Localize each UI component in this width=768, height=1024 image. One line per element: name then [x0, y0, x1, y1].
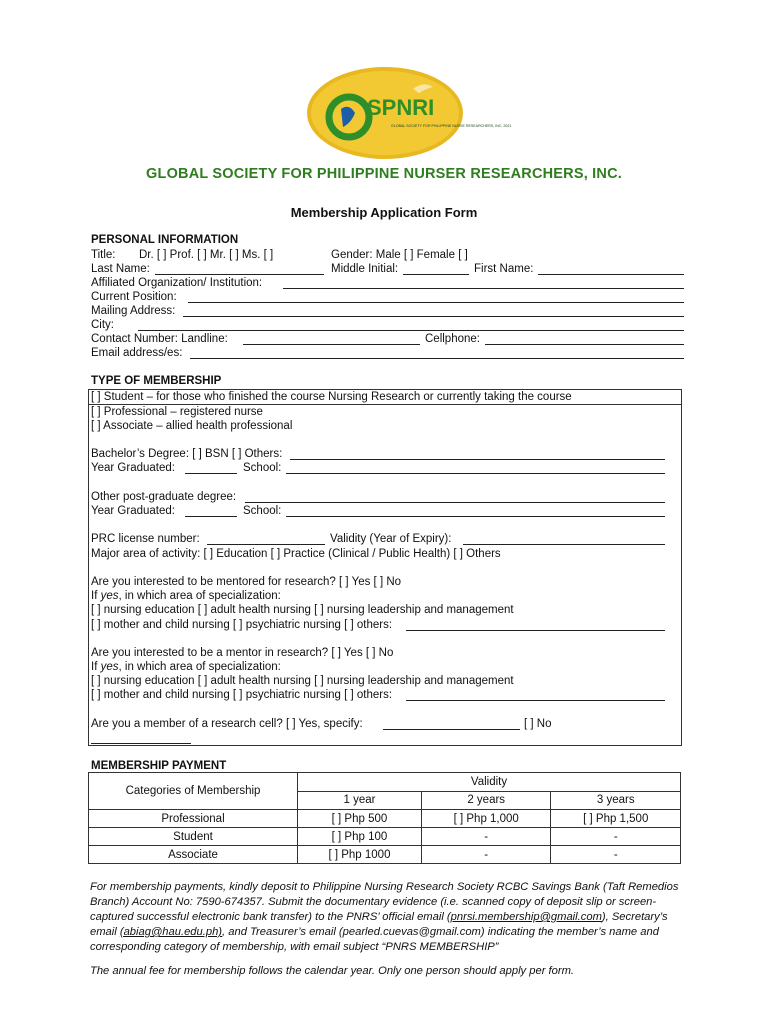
- membership-type-heading: TYPE OF MEMBERSHIP: [91, 375, 222, 387]
- official-email-link[interactable]: pnrsi.membership@gmail.com: [450, 911, 602, 923]
- research-cell-specify-field[interactable]: [383, 718, 520, 730]
- first-name-label: First Name:: [474, 263, 534, 275]
- period-header: 1 year: [298, 791, 422, 810]
- middle-initial-field[interactable]: [403, 263, 469, 275]
- research-cell-extra-field[interactable]: [91, 732, 191, 744]
- fee-option[interactable]: [ ] Php 100: [298, 828, 422, 846]
- city-field[interactable]: [138, 319, 684, 331]
- payment-instructions: For membership payments, kindly deposit to Philippine Nursing Research Society RCBC Savings Bank (Taft Remedios Branch) Account No: 7590-674357. Submit the documentary evidence (i.e. scanned copy of deposit slip or screen-captured successful electronic bank transfer) to the PNRS’ official email (pnrsi.membership@gmail.com), Secretary’s email (abiag@hau.edu.ph), and Treasurer’s email (pearled.cuevas@gmail.com) indicating the member’s name and corresponding category of membership, with email subject “PNRS MEMBERSHIP”: [90, 881, 679, 953]
- postgrad-year-field[interactable]: [185, 505, 237, 517]
- position-field[interactable]: [188, 291, 684, 303]
- postgrad-school-field[interactable]: [286, 505, 665, 517]
- position-label: Current Position:: [91, 291, 177, 303]
- bachelor-school-label: School:: [243, 462, 282, 474]
- annual-fee-note: The annual fee for membership follows the calendar year. Only one person should apply per form.: [90, 965, 575, 977]
- fee-option[interactable]: [ ] Php 1000: [298, 846, 422, 864]
- organization-name: GLOBAL SOCIETY FOR PHILIPPINE NURSER RESEARCHERS, INC.: [146, 166, 622, 182]
- bachelor-year-label: Year Graduated:: [91, 462, 175, 474]
- validity-header: Validity: [298, 773, 681, 792]
- mentored-spec-line1[interactable]: [ ] nursing education [ ] adult health nursing [ ] nursing leadership and management: [91, 604, 514, 616]
- title-label: Title:: [91, 249, 116, 261]
- option-associate[interactable]: [ ] Associate – allied health professional: [91, 420, 293, 432]
- city-label: City:: [91, 319, 114, 331]
- mentored-spec-line2[interactable]: [ ] mother and child nursing [ ] psychiatric nursing [ ] others:: [91, 619, 393, 631]
- mentored-question[interactable]: Are you interested to be mentored for research? [ ] Yes [ ] No: [91, 576, 402, 588]
- last-name-field[interactable]: [155, 263, 324, 275]
- landline-field[interactable]: [243, 333, 420, 345]
- affiliation-field[interactable]: [283, 277, 684, 289]
- title-options[interactable]: Dr. [ ] Prof. [ ] Mr. [ ] Ms. [ ]: [139, 249, 274, 261]
- research-cell-no[interactable]: [ ] No: [524, 718, 552, 730]
- cellphone-label: Cellphone:: [425, 333, 480, 345]
- postgrad-school-label: School:: [243, 505, 282, 517]
- mentor-others-field[interactable]: [406, 689, 665, 701]
- svg-text:GLOBAL SOCIETY FOR PHILIPPINE: GLOBAL SOCIETY FOR PHILIPPINE NURSE RESEARCHERS, INC. 2021: [391, 124, 512, 128]
- bachelor-others-field[interactable]: [290, 448, 665, 460]
- validity-field[interactable]: [463, 533, 665, 545]
- validity-label: Validity (Year of Expiry):: [330, 533, 452, 545]
- fee-cell: -: [421, 828, 551, 846]
- payment-heading: MEMBERSHIP PAYMENT: [91, 760, 227, 772]
- form-title: Membership Application Form: [290, 205, 478, 220]
- mentored-if-yes: If yes, in which area of specialization:: [91, 590, 281, 602]
- table-row: [89, 828, 681, 846]
- categories-header: Categories of Membership: [89, 773, 298, 810]
- category-cell: Associate: [89, 846, 298, 864]
- mentored-others-field[interactable]: [406, 619, 665, 631]
- middle-initial-label: Middle Initial:: [331, 263, 399, 275]
- prc-field[interactable]: [207, 533, 325, 545]
- last-name-label: Last Name:: [91, 263, 150, 275]
- affiliation-label: Affiliated Organization/ Institution:: [91, 277, 263, 289]
- personal-info-heading: PERSONAL INFORMATION: [91, 234, 239, 246]
- postgrad-label: Other post-graduate degree:: [91, 491, 237, 503]
- landline-label: Contact Number: Landline:: [91, 333, 228, 345]
- email-label: Email address/es:: [91, 347, 183, 359]
- period-header: 3 years: [551, 791, 681, 810]
- spnri-logo: [305, 65, 512, 161]
- fee-option[interactable]: [ ] Php 500: [298, 810, 422, 828]
- research-cell-question[interactable]: Are you a member of a research cell? [ ] Yes, specify:: [91, 718, 363, 730]
- first-name-field[interactable]: [538, 263, 684, 275]
- fee-option[interactable]: [ ] Php 1,500: [551, 810, 681, 828]
- table-row: [89, 773, 681, 792]
- svg-text:SPNRI: SPNRI: [367, 95, 435, 120]
- gender-options[interactable]: Gender: Male [ ] Female [ ]: [331, 249, 468, 261]
- category-cell: Student: [89, 828, 298, 846]
- mentor-question[interactable]: Are you interested to be a mentor in research? [ ] Yes [ ] No: [91, 647, 394, 659]
- mentor-if-yes: If yes, in which area of specialization:: [91, 661, 281, 673]
- period-header: 2 years: [421, 791, 551, 810]
- mentor-spec-line1[interactable]: [ ] nursing education [ ] adult health nursing [ ] nursing leadership and management: [91, 675, 514, 687]
- fee-option[interactable]: [ ] Php 1,000: [421, 810, 551, 828]
- fee-cell: -: [551, 846, 681, 864]
- cellphone-field[interactable]: [485, 333, 684, 345]
- mailing-field[interactable]: [183, 305, 684, 317]
- option-professional[interactable]: [ ] Professional – registered nurse: [91, 406, 263, 418]
- fee-cell: -: [551, 828, 681, 846]
- major-activity-options[interactable]: Major area of activity: [ ] Education [ ] Practice (Clinical / Public Health) [ ] Others: [91, 548, 501, 560]
- email-field[interactable]: [190, 347, 684, 359]
- fee-cell: -: [421, 846, 551, 864]
- table-row: [89, 810, 681, 828]
- bachelor-school-field[interactable]: [286, 462, 665, 474]
- bachelor-label[interactable]: Bachelor’s Degree: [ ] BSN [ ] Others:: [91, 448, 283, 460]
- category-cell: Professional: [89, 810, 298, 828]
- prc-label: PRC license number:: [91, 533, 200, 545]
- option-student[interactable]: [ ] Student – for those who finished the course Nursing Research or currently taking the course: [91, 391, 572, 403]
- bachelor-year-field[interactable]: [185, 462, 237, 474]
- mailing-label: Mailing Address:: [91, 305, 176, 317]
- postgrad-field[interactable]: [245, 491, 665, 503]
- mentor-spec-line2[interactable]: [ ] mother and child nursing [ ] psychiatric nursing [ ] others:: [91, 689, 393, 701]
- payment-table: [88, 772, 681, 864]
- table-row: [89, 846, 681, 864]
- postgrad-year-label: Year Graduated:: [91, 505, 175, 517]
- secretary-email-link[interactable]: (abiag@hau.edu.ph): [119, 926, 223, 938]
